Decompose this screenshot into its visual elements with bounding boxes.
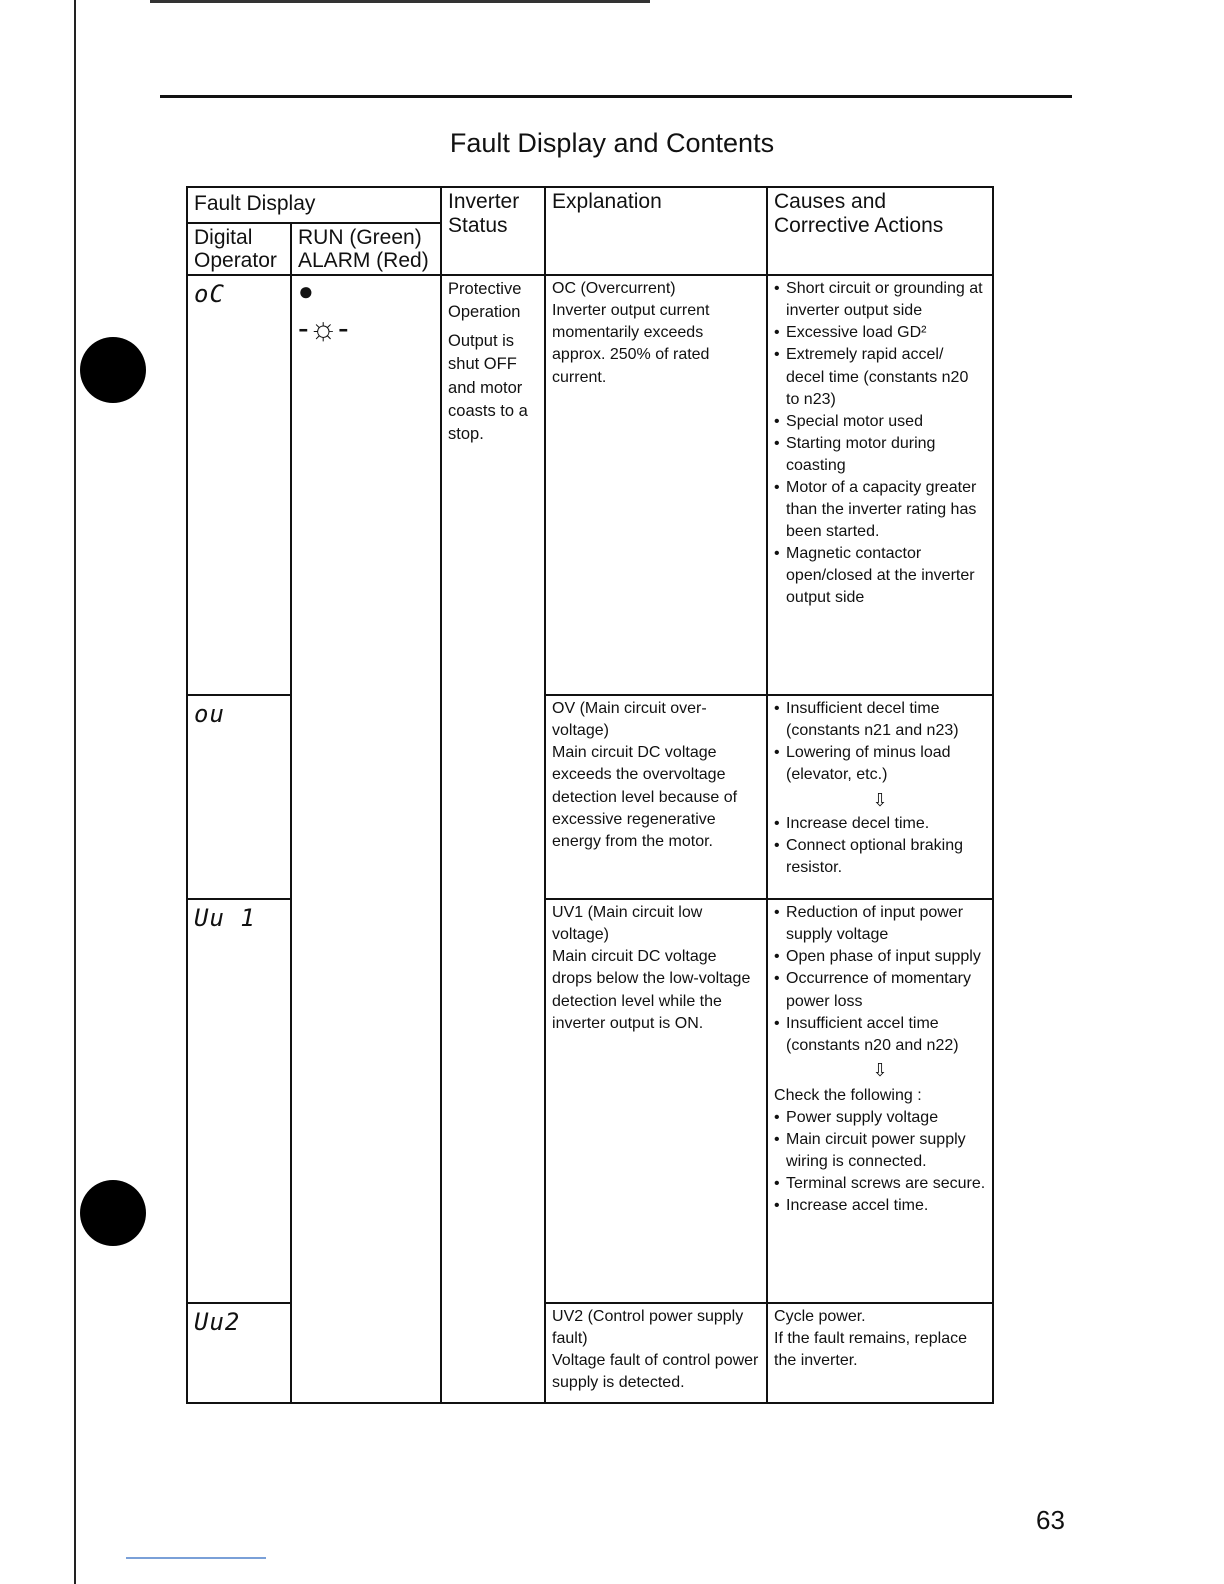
page-number: 63	[1036, 1505, 1065, 1535]
action-item: • Increase accel time.	[774, 1195, 986, 1217]
explanation-cell	[545, 1303, 767, 1403]
action-item: • Increase decel time.	[774, 813, 986, 835]
actions-list	[774, 1107, 986, 1217]
explanation-body: Main circuit DC voltage exceeds the overvoltage detection level because of excessive regenerative energy from the motor.	[552, 744, 738, 850]
table-row-oc	[187, 275, 993, 695]
page-title: Fault Display and Contents	[449, 128, 775, 158]
header-run-alarm	[291, 223, 441, 275]
digital-operator-cell	[187, 275, 291, 695]
cause-text: If the fault remains, replace the inverter.	[774, 1330, 967, 1370]
header-rule	[160, 95, 1072, 98]
explanation-body: Voltage fault of control power supply is detected.	[552, 1352, 759, 1392]
header-digital-operator: Digital Operator	[187, 223, 291, 275]
inverter-status-cell	[441, 275, 545, 1403]
explanation-title: UV2 (Control power supply fault)	[552, 1308, 744, 1348]
cause-item: • Lowering of minus load (elevator, etc.)	[774, 742, 986, 786]
cause-item: • Short circuit or grounding at inverter output side	[774, 278, 986, 322]
explanation-cell	[545, 275, 767, 695]
cause-item: • Starting motor during coasting	[774, 433, 986, 477]
blinking-sun-led-icon: -☼-	[298, 310, 349, 347]
causes-cell	[767, 899, 993, 1303]
action-item: • Power supply voltage	[774, 1107, 986, 1129]
down-arrow-icon: ⇩	[872, 789, 888, 810]
filled-dot-led-on-icon: ●	[298, 276, 314, 307]
check-label: Check the following :	[774, 1086, 922, 1104]
header-inverter-status: Inverter Status	[441, 187, 545, 275]
explanation-title: UV1 (Main circuit low voltage)	[552, 904, 703, 944]
cause-item: • Insufficient accel time (constants n20 and n22)	[774, 1013, 986, 1057]
cause-item: • Open phase of input supply	[774, 946, 986, 968]
explanation-title: OC (Overcurrent)	[552, 280, 676, 298]
page-left-edge	[74, 0, 76, 1584]
action-item: • Main circuit power supply wiring is connected.	[774, 1129, 986, 1173]
header-fault-display: Fault Display	[187, 187, 441, 223]
footer-underline	[126, 1557, 266, 1559]
explanation-body: Main circuit DC voltage drops below the low-voltage detection level while the inverter output is ON.	[552, 948, 751, 1032]
digital-operator-cell	[187, 1303, 291, 1403]
action-item: • Terminal screws are secure.	[774, 1173, 986, 1195]
run-alarm-cell	[291, 275, 441, 1403]
cause-text: Cycle power.	[774, 1308, 866, 1326]
cause-item: • Reduction of input power supply voltage	[774, 902, 986, 946]
down-arrow-icon: ⇩	[872, 1059, 888, 1080]
cause-item: • Magnetic contactor open/closed at the inverter output side	[774, 543, 986, 609]
cause-item: • Insufficient decel time (constants n21 and n23)	[774, 698, 986, 742]
page-top-edge	[150, 0, 650, 3]
causes-cell	[767, 695, 993, 899]
header-causes: Causes and Corrective Actions	[767, 187, 993, 275]
fault-code-display: ou	[194, 700, 225, 729]
causes-list	[774, 698, 986, 786]
digital-operator-cell	[187, 899, 291, 1303]
explanation-cell	[545, 899, 767, 1303]
cause-item: • Extremely rapid accel/ decel time (constants n20 to n23)	[774, 344, 986, 410]
cause-item: • Special motor used	[774, 411, 986, 433]
fault-code-display: Uu2	[194, 1308, 241, 1337]
fault-code-display: oC	[194, 280, 225, 309]
digital-operator-cell	[187, 695, 291, 899]
fault-table	[186, 186, 994, 1404]
explanation-cell	[545, 695, 767, 899]
action-item: • Connect optional braking resistor.	[774, 835, 986, 879]
explanation-body: Inverter output current momentarily exceeds approx. 250% of rated current.	[552, 302, 710, 386]
binder-hole-top	[80, 337, 146, 403]
causes-list	[774, 902, 986, 1057]
binder-hole-bottom	[80, 1180, 146, 1246]
fault-code-display: Uu 1	[194, 904, 256, 933]
cause-item: • Excessive load GD²	[774, 322, 986, 344]
header-explanation: Explanation	[545, 187, 767, 275]
status-protective: Protective Operation	[448, 280, 522, 322]
causes-list	[774, 278, 986, 609]
cause-item: • Occurrence of momentary power loss	[774, 968, 986, 1012]
actions-list	[774, 813, 986, 879]
explanation-title: OV (Main circuit over-voltage)	[552, 700, 707, 740]
header-alarm-label: ALARM (Red)	[298, 249, 429, 273]
status-output-off: Output is shut OFF and motor coasts to a stop.	[448, 332, 528, 443]
causes-cell	[767, 275, 993, 695]
causes-cell	[767, 1303, 993, 1403]
cause-item: • Motor of a capacity greater than the inverter rating has been started.	[774, 477, 986, 543]
header-run-label: RUN (Green)	[298, 226, 422, 249]
